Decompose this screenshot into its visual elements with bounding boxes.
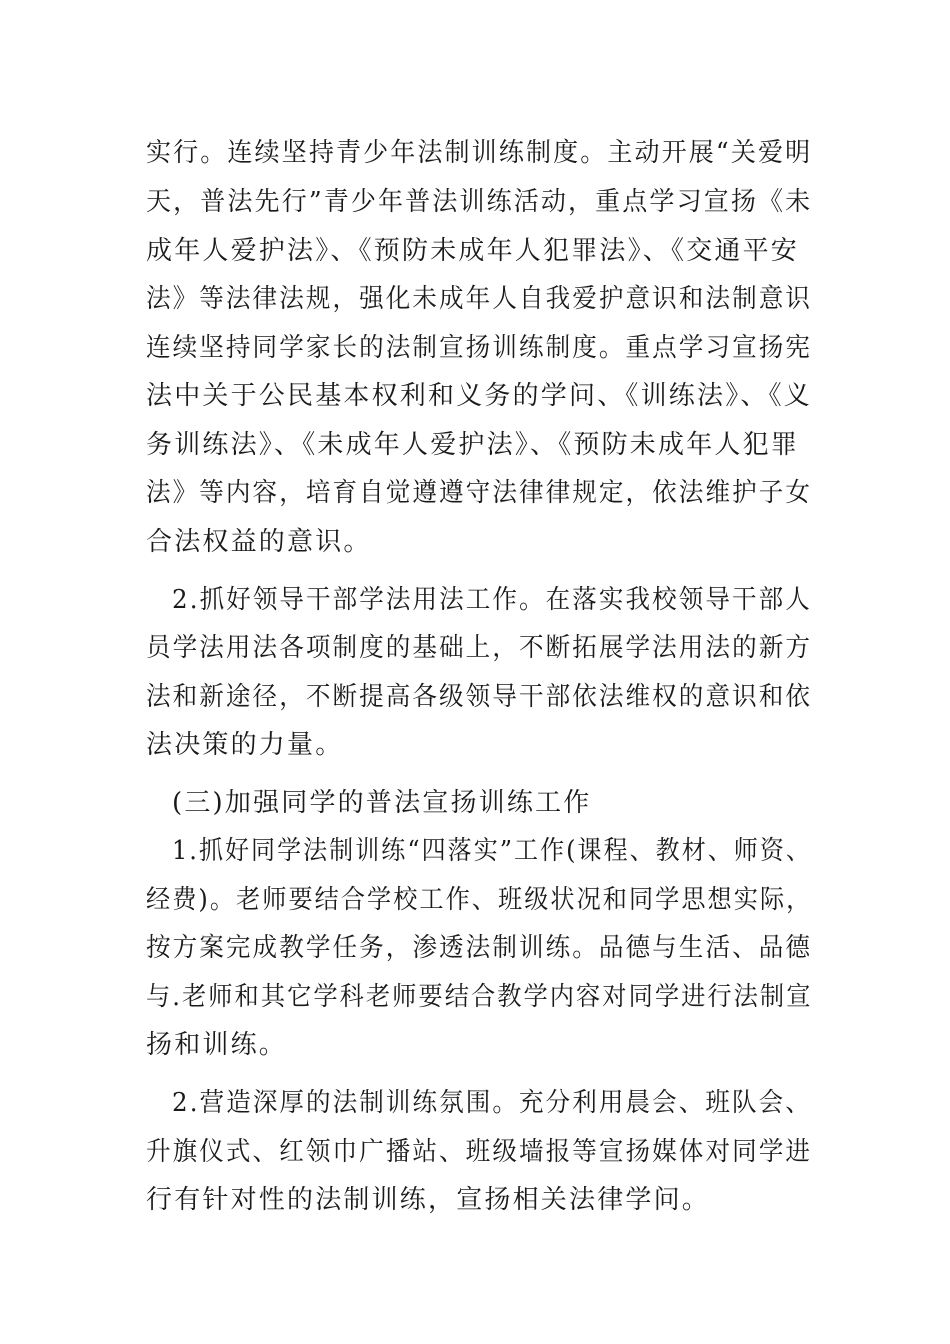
text-line: 天，普法先行”青少年普法训练活动，重点学习宣扬《未 xyxy=(146,187,813,217)
text-line: 实行。连续坚持青少年法制训练制度。主动开展“关爱明 xyxy=(146,138,813,168)
text-line: 扬和训练。 xyxy=(146,1030,288,1060)
section-heading: (三)加强同学的普法宣扬训练工作 xyxy=(172,788,592,818)
text-line: 务训练法》、《未成年人爱护法》、《预防未成年人犯罪 xyxy=(146,430,800,460)
text-line: 2.抓好领导干部学法用法工作。在落实我校领导干部人 xyxy=(172,585,812,615)
text-line: 合法权益的意识。 xyxy=(146,527,372,557)
text-line: 按方案完成教学任务，渗透法制训练。品德与生活、品德 xyxy=(146,933,813,963)
text-line: 法和新途径，不断提高各级领导干部依法维权的意识和依 xyxy=(146,682,813,712)
text-line: 行有针对性的法制训练，宣扬相关法律学问。 xyxy=(146,1185,711,1215)
text-line: 法决策的力量。 xyxy=(146,730,344,760)
text-line: 成年人爱护法》、《预防未成年人犯罪法》、《交通平安 xyxy=(146,236,800,266)
text-line: 1.抓好同学法制训练“四落实”工作(课程、教材、师资、 xyxy=(172,836,812,866)
text-line: 升旗仪式、红领巾广播站、班级墙报等宣扬媒体对同学进 xyxy=(146,1137,813,1167)
text-line: 法》等内容，培育自觉遵遵守法律律规定，依法维护子女 xyxy=(146,478,813,508)
text-line: 法中关于公民基本权利和义务的学问、《训练法》、《义 xyxy=(146,381,813,411)
text-line: 员学法用法各项制度的基础上，不断拓展学法用法的新方 xyxy=(146,633,813,663)
text-line: 2.营造深厚的法制训练氛围。充分利用晨会、班队会、 xyxy=(172,1088,812,1118)
text-line: 经费)。老师要结合学校工作、班级状况和同学思想实际， xyxy=(146,885,813,915)
text-line: 连续坚持同学家长的法制宣扬训练制度。重点学习宣扬宪 xyxy=(146,333,813,363)
text-line: 法》等法律法规，强化未成年人自我爱护意识和法制意识 xyxy=(146,284,813,314)
text-line: 与.老师和其它学科老师要结合教学内容对同学进行法制宣 xyxy=(146,982,813,1012)
